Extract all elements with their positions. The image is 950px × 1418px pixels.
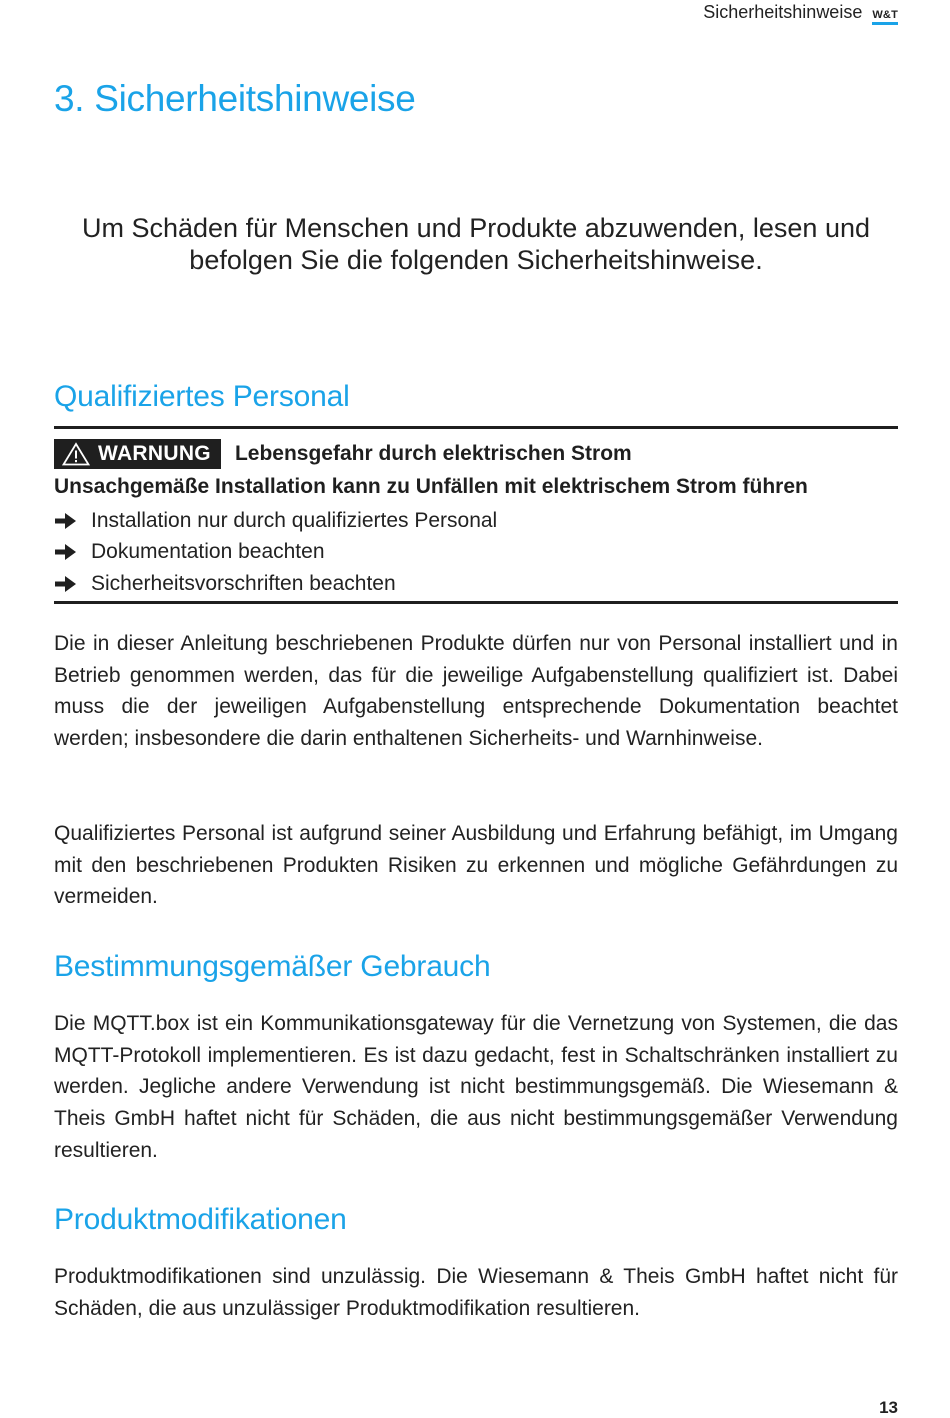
warning-header — [54, 439, 632, 469]
modifications-paragraph: Produktmodifikationen sind unzulässig. Die Wiesemann & Theis GmbH haftet nicht für Schäden, die aus unzulässiger Produktmodifikation resultieren. — [54, 1265, 898, 1320]
warning-title: Lebensgefahr durch elektrischen Strom — [234, 442, 632, 465]
warning-badge-label: WARNUNG — [98, 442, 211, 465]
section-heading-intended-use: Bestimmungsgemäßer Gebrauch — [54, 950, 491, 983]
section-heading-modifications: Produktmodifikationen — [54, 1203, 347, 1236]
list-item-text: Installation nur durch qualifiziertes Personal — [91, 508, 498, 532]
list-item-text: Sicherheitsvorschriften beachten — [91, 571, 396, 595]
list-item — [54, 505, 497, 537]
page-number: 13 — [879, 1398, 898, 1417]
warning-subtitle: Unsachgemäße Installation kann zu Unfällen mit elektrischem Strom führen — [54, 475, 808, 498]
list-item-text: Dokumentation beachten — [91, 540, 325, 564]
warning-badge — [54, 439, 221, 469]
arrow-right-icon — [54, 512, 91, 530]
warning-triangle-icon — [62, 442, 90, 466]
brand-logo: W&T — [872, 9, 898, 25]
qualified-personnel-paragraph-1: Die in dieser Anleitung beschriebenen Produkte dürfen nur von Personal installiert und in Betrieb genommen werden, das für die jeweilige Aufgabenstellung qualifiziert ist. Dabei muss die der jeweiligen Aufgabenstellung entsprechende Dokumentation beachtet werden; insbesondere die darin enthaltenen Sicherheits- und Warnhinweise. — [54, 632, 898, 751]
arrow-right-icon — [54, 575, 91, 593]
section-heading-qualified-personnel: Qualifiziertes Personal — [54, 380, 350, 413]
arrow-right-icon — [54, 543, 91, 561]
warning-list — [54, 505, 497, 600]
list-item — [54, 537, 497, 569]
running-header — [703, 2, 898, 25]
warning-box — [54, 426, 898, 604]
header-section-name: Sicherheitshinweise — [703, 2, 863, 22]
intended-use-paragraph: Die MQTT.box ist ein Kommunikationsgateway für die Vernetzung von Systemen, die das MQTT-Protokoll implementieren. Es ist dazu gedacht, fest in Schaltschränken installiert zu werden. Jegliche andere Verwendung ist nicht bestimmungsgemäß. Die Wiesemann & Theis GmbH haftet nicht für Schäden, die aus nicht bestimmungsgemäßer Verwendung resultieren. — [54, 1012, 898, 1162]
list-item — [54, 568, 497, 600]
chapter-title: 3. Sicherheitshinweise — [54, 78, 416, 119]
intro-text: Um Schäden für Menschen und Produkte abzuwenden, lesen und befolgen Sie die folgenden Sicherheitshinweise. — [81, 213, 870, 275]
qualified-personnel-paragraph-2: Qualifiziertes Personal ist aufgrund seiner Ausbildung und Erfahrung befähigt, im Umgang mit den beschriebenen Produkten Risiken zu erkennen und mögliche Gefährdungen zu vermeiden. — [54, 822, 898, 909]
